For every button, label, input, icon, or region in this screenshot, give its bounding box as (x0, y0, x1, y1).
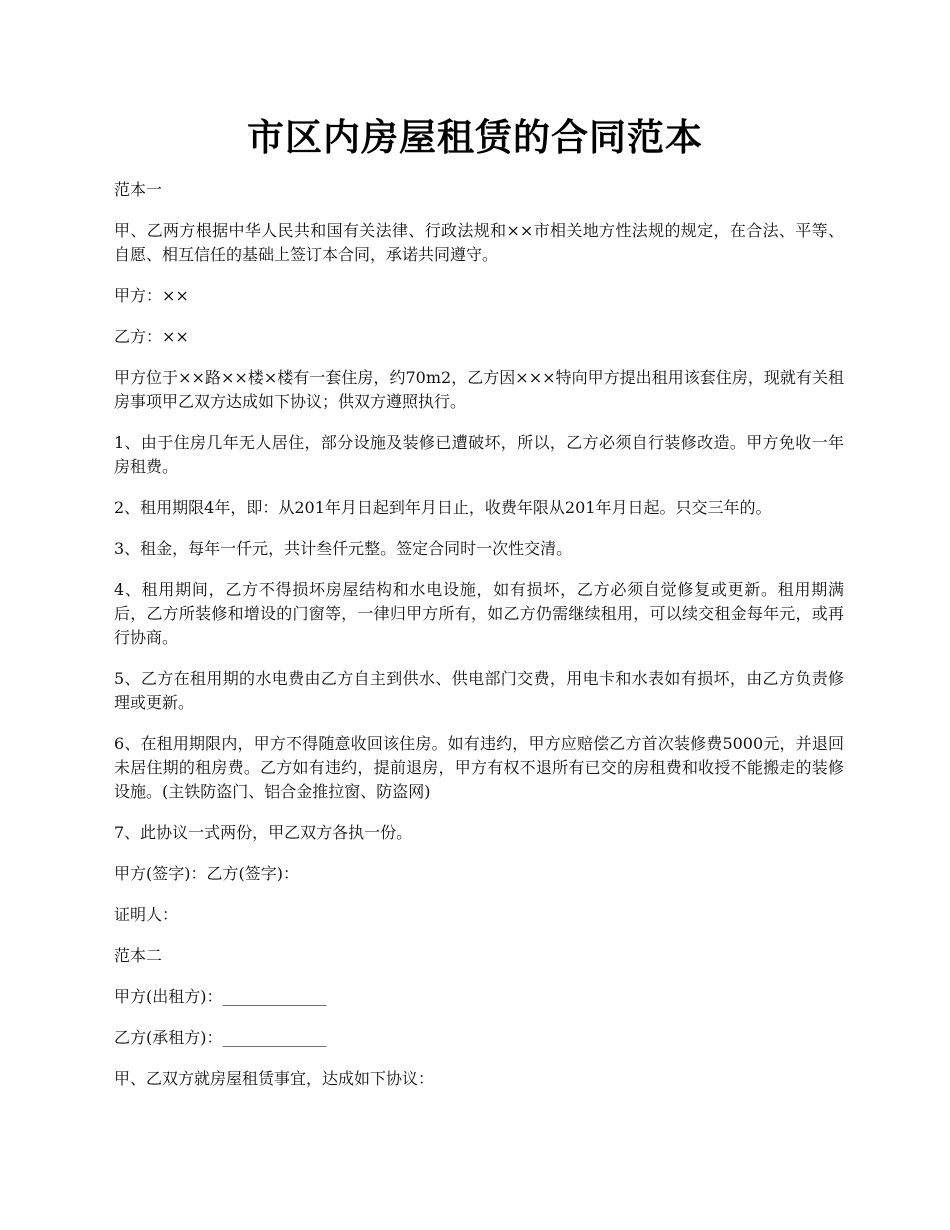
party-a-line: 甲方：×× (114, 286, 189, 305)
witness-line: 证明人： (114, 905, 179, 924)
party-b-line: 乙方：×× (114, 327, 189, 346)
clause-3: 3、租金，每年一仟元，共计叁仟元整。签定合同时一次性交清。 (114, 539, 573, 558)
clause-7: 7、此协议一式两份，甲乙双方各执一份。 (114, 823, 413, 842)
section-heading-template-one: 范本一 (114, 180, 163, 199)
preamble-paragraph: 甲、乙两方根据中华人民共和国有关法律、行政法规和××市相关地方性法规的规定，在合法、平等、自愿、相互信任的基础上签订本合同，承诺共同遵守。 (114, 221, 844, 264)
section-heading-template-two: 范本二 (114, 946, 163, 965)
clause-2: 2、租用期限4年，即：从201年月日起到年月日止，收费年限从201年月日起。只交三年的。 (114, 498, 772, 517)
clause-1: 1、由于住房几年无人居住，部分设施及装修已遭破坏，所以，乙方必须自行装修改造。甲方免收一年房租费。 (114, 433, 844, 476)
document-body (114, 178, 844, 1108)
agreement-intro-line: 甲、乙双方就房屋租赁事宜，达成如下协议： (114, 1069, 435, 1088)
document-title: 市区内房屋租赁的合同范本 (247, 115, 703, 159)
clause-6: 6、在租用期限内，甲方不得随意收回该住房。如有违约，甲方应赔偿乙方首次装修费5000元，并退回未居住期的租房费。乙方如有违约，提前退房，甲方有权不退所有已交的房租费和收授不能搬走的装修设施。(主铁防盗门、铝合金推拉窗、防盗网) (114, 734, 844, 801)
clause-5: 5、乙方在租用期的水电费由乙方自主到供水、供电部门交费，用电卡和水表如有损坏，由乙方负责修理或更新。 (114, 669, 844, 712)
property-description-paragraph: 甲方位于××路××楼×楼有一套住房，约70m2，乙方因×××特向甲方提出租用该套住房，现就有关租房事项甲乙双方达成如下协议；供双方遵照执行。 (114, 368, 844, 411)
signature-line: 甲方(签字)：乙方(签字)： (114, 864, 299, 883)
clause-4: 4、租用期间，乙方不得损坏房屋结构和水电设施，如有损坏，乙方必须自觉修复或更新。租用期满后，乙方所装修和增设的门窗等，一律归甲方所有，如乙方仍需继续租用，可以续交租金每年元，或再行协商。 (114, 580, 844, 647)
lessor-line: 甲方(出租方)：_____________ (114, 987, 327, 1006)
lessee-line: 乙方(承租方)：_____________ (114, 1028, 327, 1047)
